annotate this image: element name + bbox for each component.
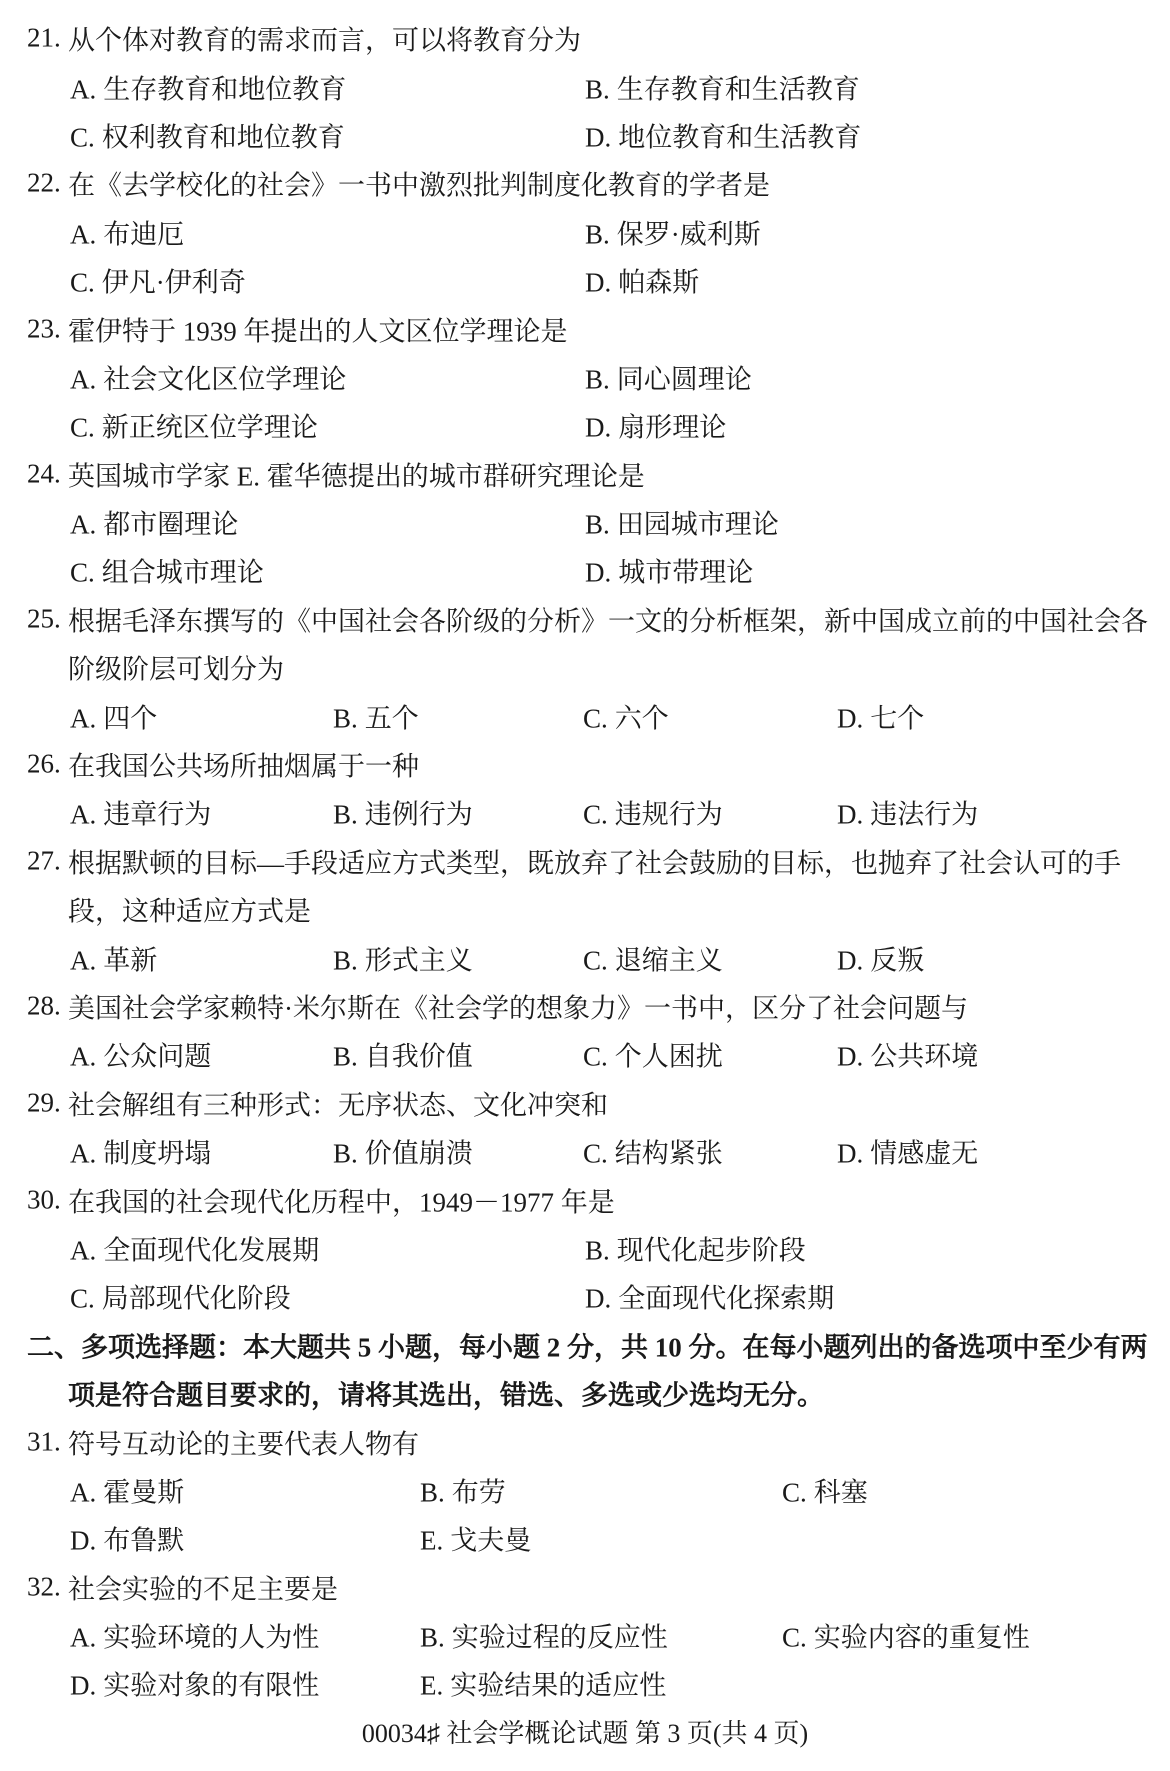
option-a xyxy=(70,938,157,977)
question-stem-text: 段，这种适应方式是 xyxy=(68,896,311,927)
option-a xyxy=(70,1616,319,1655)
question-number: 21. xyxy=(27,22,61,53)
option-label: B. xyxy=(333,945,358,976)
option-label: B. xyxy=(333,1041,358,1072)
question-23-stem xyxy=(0,304,1170,352)
section-2-header-cont xyxy=(0,1369,1170,1417)
option-d xyxy=(837,938,924,977)
option-label: A. xyxy=(70,945,97,976)
option-text: 科塞 xyxy=(813,1477,868,1508)
question-number: 31. xyxy=(27,1426,61,1457)
question-23-options-row-2 xyxy=(0,401,1170,449)
question-32-options-row-2 xyxy=(0,1659,1170,1707)
option-label: A. xyxy=(70,703,97,734)
option-text: 实验结果的适应性 xyxy=(450,1670,667,1701)
option-d xyxy=(585,1277,834,1316)
option-text: 违章行为 xyxy=(103,799,212,830)
option-text: 违例行为 xyxy=(364,799,473,830)
question-27-stem xyxy=(0,837,1170,885)
option-b xyxy=(585,357,752,396)
option-label: B. xyxy=(333,1138,358,1169)
option-label: B. xyxy=(585,74,610,105)
option-d xyxy=(837,1035,978,1074)
option-text: 新正统区位学理论 xyxy=(101,412,318,443)
option-label: D. xyxy=(585,1283,612,1314)
option-b xyxy=(585,67,860,106)
option-label: C. xyxy=(583,703,608,734)
option-label: C. xyxy=(583,1041,608,1072)
option-a xyxy=(70,1228,319,1267)
option-c xyxy=(583,793,723,832)
option-text: 社会文化区位学理论 xyxy=(103,364,347,395)
question-stem-text: 霍伊特于 1939 年提出的人文区位学理论是 xyxy=(68,316,568,347)
option-a xyxy=(70,67,346,106)
option-label: C. xyxy=(70,1283,95,1314)
option-c xyxy=(583,938,723,977)
option-label: D. xyxy=(70,1670,97,1701)
option-d xyxy=(70,1664,319,1703)
option-label: A. xyxy=(70,219,97,250)
option-label: A. xyxy=(70,799,97,830)
option-label: C. xyxy=(70,122,95,153)
option-c xyxy=(70,115,345,154)
option-b xyxy=(585,503,779,542)
option-label: B. xyxy=(585,1235,610,1266)
option-text: 地位教育和生活教育 xyxy=(618,122,862,153)
option-label: C. xyxy=(70,267,95,298)
option-text: 制度坍塌 xyxy=(103,1138,212,1169)
question-26-stem xyxy=(0,740,1170,788)
option-text: 退缩主义 xyxy=(614,945,723,976)
option-text: 帕森斯 xyxy=(618,267,700,298)
option-text: 结构紧张 xyxy=(614,1138,723,1169)
question-stem-text: 符号互动论的主要代表人物有 xyxy=(68,1429,419,1460)
option-e xyxy=(420,1664,666,1703)
option-text: 全面现代化探索期 xyxy=(618,1283,835,1314)
question-32-options-row-1 xyxy=(0,1611,1170,1659)
question-number: 27. xyxy=(27,845,61,876)
option-label: B. xyxy=(585,364,610,395)
question-29-options-row-1 xyxy=(0,1127,1170,1175)
option-text: 情感虚无 xyxy=(870,1138,979,1169)
option-text: 七个 xyxy=(870,703,925,734)
option-a xyxy=(70,357,346,396)
section-2-header xyxy=(0,1321,1170,1369)
question-25-stem xyxy=(0,595,1170,643)
option-b xyxy=(420,1470,506,1509)
option-a xyxy=(70,1470,184,1509)
question-28-stem xyxy=(0,982,1170,1030)
question-stem-text: 阶级阶层可划分为 xyxy=(68,654,284,685)
option-text: 扇形理论 xyxy=(618,412,727,443)
page-footer xyxy=(0,1708,1170,1756)
option-c xyxy=(70,261,246,300)
option-d xyxy=(837,793,978,832)
question-27-stem-cont xyxy=(0,885,1170,933)
question-25-stem-cont xyxy=(0,643,1170,691)
question-stem-text: 根据默顿的目标—手段适应方式类型，既放弃了社会鼓励的目标，也抛弃了社会认可的手 xyxy=(68,848,1121,879)
option-a xyxy=(70,212,184,251)
option-label: D. xyxy=(585,412,612,443)
question-30-options-row-2 xyxy=(0,1272,1170,1320)
option-text: 实验内容的重复性 xyxy=(813,1622,1030,1653)
question-number: 28. xyxy=(27,990,61,1021)
option-b xyxy=(585,1228,806,1267)
option-c xyxy=(70,551,264,590)
option-text: 六个 xyxy=(614,703,669,734)
option-text: 布迪厄 xyxy=(103,219,185,250)
option-text: 霍曼斯 xyxy=(103,1477,185,1508)
option-d xyxy=(585,551,753,590)
question-24-options-row-2 xyxy=(0,546,1170,594)
option-text: 城市带理论 xyxy=(618,557,754,588)
question-31-options-row-2 xyxy=(0,1514,1170,1562)
question-stem-text: 从个体对教育的需求而言，可以将教育分为 xyxy=(68,25,581,56)
option-label: A. xyxy=(70,1235,97,1266)
option-text: 保罗·威利斯 xyxy=(616,219,761,250)
option-label: D. xyxy=(837,1138,864,1169)
question-26-options-row-1 xyxy=(0,788,1170,836)
question-number: 24. xyxy=(27,458,61,489)
option-text: 布劳 xyxy=(451,1477,506,1508)
option-d xyxy=(837,696,924,735)
option-text: 生存教育和生活教育 xyxy=(616,74,860,105)
option-text: 同心圆理论 xyxy=(616,364,752,395)
question-31-options-row-1 xyxy=(0,1466,1170,1514)
option-a xyxy=(70,793,211,832)
option-b xyxy=(333,696,419,735)
option-label: E. xyxy=(420,1670,444,1701)
option-text: 公众问题 xyxy=(103,1041,212,1072)
option-label: B. xyxy=(420,1622,445,1653)
option-a xyxy=(70,503,238,542)
option-label: C. xyxy=(583,1138,608,1169)
option-a xyxy=(70,696,157,735)
option-label: D. xyxy=(837,1041,864,1072)
option-d xyxy=(585,261,699,300)
question-number: 23. xyxy=(27,313,61,344)
section-header-text: 项是符合题目要求的，请将其选出，错选、多选或少选均无分。 xyxy=(68,1380,824,1411)
option-c xyxy=(583,696,669,735)
question-21-options-row-2 xyxy=(0,111,1170,159)
option-b xyxy=(585,212,761,251)
option-text: 违规行为 xyxy=(614,799,723,830)
option-b xyxy=(420,1616,668,1655)
option-label: D. xyxy=(837,703,864,734)
question-22-options-row-2 xyxy=(0,256,1170,304)
option-label: D. xyxy=(837,799,864,830)
option-text: 实验对象的有限性 xyxy=(103,1670,320,1701)
option-label: A. xyxy=(70,74,97,105)
option-label: A. xyxy=(70,1622,97,1653)
option-text: 个人困扰 xyxy=(614,1041,723,1072)
option-a xyxy=(70,1132,211,1171)
question-stem-text: 在我国的社会现代化历程中，1949－1977 年是 xyxy=(68,1187,615,1218)
question-21-stem xyxy=(0,14,1170,62)
option-c xyxy=(583,1132,723,1171)
option-label: A. xyxy=(70,509,97,540)
question-25-options-row-1 xyxy=(0,691,1170,739)
question-32-stem xyxy=(0,1563,1170,1611)
option-text: 革新 xyxy=(103,945,158,976)
option-label: B. xyxy=(585,509,610,540)
option-c xyxy=(782,1616,1030,1655)
option-text: 布鲁默 xyxy=(103,1525,185,1556)
option-text: 实验环境的人为性 xyxy=(103,1622,320,1653)
option-text: 组合城市理论 xyxy=(101,557,264,588)
option-label: C. xyxy=(70,412,95,443)
option-label: C. xyxy=(782,1622,807,1653)
question-stem-text: 社会实验的不足主要是 xyxy=(68,1574,338,1605)
option-label: C. xyxy=(583,945,608,976)
option-text: 反叛 xyxy=(870,945,925,976)
question-stem-text: 英国城市学家 E. 霍华德提出的城市群研究理论是 xyxy=(68,461,645,492)
question-number: 22. xyxy=(27,167,61,198)
option-label: D. xyxy=(70,1525,97,1556)
option-label: B. xyxy=(585,219,610,250)
option-label: A. xyxy=(70,1041,97,1072)
option-text: 全面现代化发展期 xyxy=(103,1235,320,1266)
option-c xyxy=(70,406,318,445)
option-text: 伊凡·伊利奇 xyxy=(101,267,246,298)
option-label: D. xyxy=(585,122,612,153)
option-d xyxy=(70,1519,184,1558)
question-27-options-row-1 xyxy=(0,933,1170,981)
option-label: B. xyxy=(333,703,358,734)
option-b xyxy=(333,938,473,977)
question-number: 29. xyxy=(27,1087,61,1118)
option-text: 生存教育和地位教育 xyxy=(103,74,347,105)
question-stem-text: 根据毛泽东撰写的《中国社会各阶级的分析》一文的分析框架，新中国成立前的中国社会各 xyxy=(68,606,1148,637)
option-text: 实验过程的反应性 xyxy=(451,1622,668,1653)
page-footer-text: 00034♯ 社会学概论试题 第 3 页(共 4 页) xyxy=(361,1719,809,1749)
option-a xyxy=(70,1035,211,1074)
option-label: D. xyxy=(585,267,612,298)
option-label: D. xyxy=(585,557,612,588)
option-label: A. xyxy=(70,1477,97,1508)
question-22-stem xyxy=(0,159,1170,207)
option-label: D. xyxy=(837,945,864,976)
question-number: 30. xyxy=(27,1184,61,1215)
option-text: 田园城市理论 xyxy=(616,509,779,540)
question-stem-text: 美国社会学家赖特·米尔斯在《社会学的想象力》一书中，区分了社会问题与 xyxy=(68,993,968,1024)
option-label: A. xyxy=(70,364,97,395)
option-c xyxy=(583,1035,723,1074)
question-29-stem xyxy=(0,1079,1170,1127)
option-b xyxy=(333,1035,473,1074)
question-23-options-row-1 xyxy=(0,353,1170,401)
option-d xyxy=(585,115,861,154)
question-number: 26. xyxy=(27,748,61,779)
option-d xyxy=(837,1132,978,1171)
question-21-options-row-1 xyxy=(0,62,1170,110)
option-text: 权利教育和地位教育 xyxy=(101,122,345,153)
question-22-options-row-1 xyxy=(0,208,1170,256)
option-text: 戈夫曼 xyxy=(450,1525,532,1556)
option-text: 自我价值 xyxy=(364,1041,473,1072)
option-text: 公共环境 xyxy=(870,1041,979,1072)
question-number: 32. xyxy=(27,1571,61,1602)
question-stem-text: 社会解组有三种形式：无序状态、文化冲突和 xyxy=(68,1090,608,1121)
question-stem-text: 在我国公共场所抽烟属于一种 xyxy=(68,751,419,782)
option-text: 形式主义 xyxy=(364,945,473,976)
question-31-stem xyxy=(0,1417,1170,1465)
option-text: 局部现代化阶段 xyxy=(101,1283,291,1314)
option-label: C. xyxy=(583,799,608,830)
question-24-stem xyxy=(0,450,1170,498)
option-label: B. xyxy=(420,1477,445,1508)
question-30-stem xyxy=(0,1175,1170,1223)
option-text: 都市圈理论 xyxy=(103,509,239,540)
option-b xyxy=(333,793,473,832)
option-c xyxy=(70,1277,291,1316)
option-text: 五个 xyxy=(364,703,419,734)
question-30-options-row-1 xyxy=(0,1224,1170,1272)
option-c xyxy=(782,1470,868,1509)
option-label: E. xyxy=(420,1525,444,1556)
option-label: C. xyxy=(782,1477,807,1508)
option-text: 四个 xyxy=(103,703,158,734)
option-e xyxy=(420,1519,531,1558)
question-number: 25. xyxy=(27,603,61,634)
question-24-options-row-1 xyxy=(0,498,1170,546)
option-text: 现代化起步阶段 xyxy=(616,1235,806,1266)
section-header-text: 二、多项选择题：本大题共 5 小题，每小题 2 分，共 10 分。在每小题列出的备选项中至少有两 xyxy=(27,1332,1148,1363)
question-28-options-row-1 xyxy=(0,1030,1170,1078)
option-b xyxy=(333,1132,473,1171)
option-text: 违法行为 xyxy=(870,799,979,830)
option-label: A. xyxy=(70,1138,97,1169)
question-stem-text: 在《去学校化的社会》一书中激烈批判制度化教育的学者是 xyxy=(68,170,770,201)
option-label: C. xyxy=(70,557,95,588)
option-text: 价值崩溃 xyxy=(364,1138,473,1169)
option-d xyxy=(585,406,726,445)
option-label: B. xyxy=(333,799,358,830)
